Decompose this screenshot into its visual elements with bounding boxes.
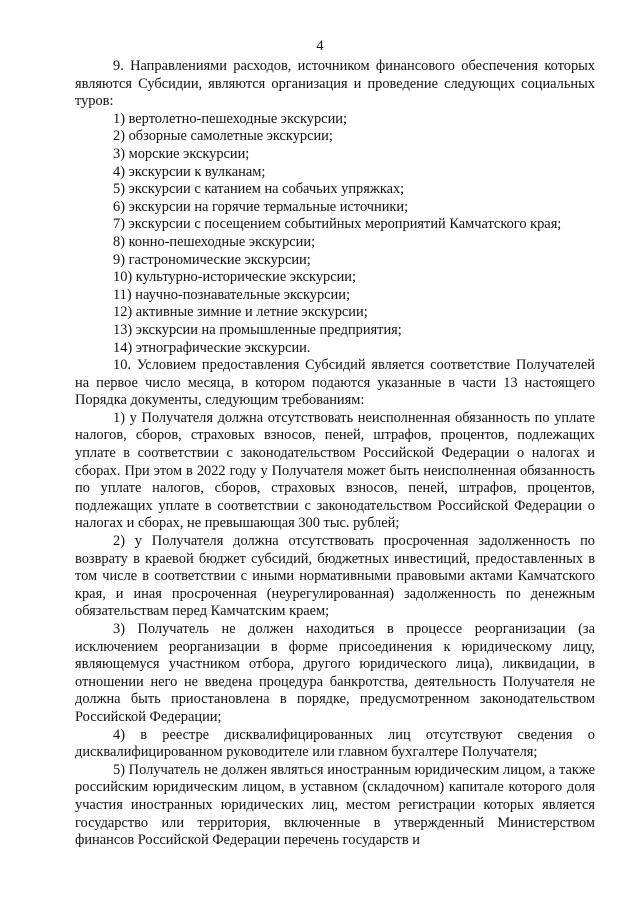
list-item: 9) гастрономические экскурсии;: [113, 251, 311, 268]
list-item: 13) экскурсии на промышленные предприятия;: [113, 321, 402, 338]
list-item: 6) экскурсии на горячие термальные источники;: [113, 198, 409, 215]
list-item: 8) конно-пешеходные экскурсии;: [113, 233, 316, 250]
list-item: 14) этнографические экскурсии.: [113, 339, 311, 356]
list-item: 1) вертолетно-пешеходные экскурсии;: [113, 110, 347, 127]
list-item: 11) научно-познавательные экскурсии;: [113, 286, 350, 303]
list-item: 4) экскурсии к вулканам;: [113, 163, 266, 180]
document-body: [75, 58, 595, 850]
requirement-1: 1) у Получателя должна отсутствовать неисполненная обязанность по уплате налогов, сборов, страховых взносов, пеней, штрафов, процентов, подлежащих уплате в соответствии с законодательством Российской Федерации о налогах и сборах. При этом в 2022 году у Получателя может быть неисполненная обязанность по уплате налогов, сборов, страховых взносов, пеней, штрафов, процентов, подлежащих уплате в соответствии с законодательством Российской Федерации о налогах и сборах, не превышающая 300 тыс. рублей;: [75, 409, 595, 532]
list-item: 2) обзорные самолетные экскурсии;: [113, 128, 333, 145]
paragraph-9: 9. Направлениями расходов, источником финансового обеспечения которых являются Субсидии, являются организация и проведение следующих социальных туров:: [75, 58, 595, 110]
paragraph-10: 10. Условием предоставления Субсидий является соответствие Получателей на первое число месяца, в котором подаются указанные в части 13 настоящего Порядка документы, следующим требованиям:: [75, 357, 595, 409]
list-item: 10) культурно-исторические экскурсии;: [113, 269, 356, 286]
tour-list: [75, 111, 595, 357]
requirement-5: 5) Получатель не должен являться иностранным юридическим лицом, а также российским юридическим лицом, в уставном (складочном) капитале которого доля участия иностранных юридических лиц, местом регистрации которых является государство или территория, включенные в утвержденный Министерством финансов Российской Федерации перечень государств и: [75, 761, 595, 849]
list-item: 3) морские экскурсии;: [113, 145, 250, 162]
list-item: 5) экскурсии с катанием на собачьих упряжках;: [113, 181, 405, 198]
list-item: 7) экскурсии с посещением событийных мероприятий Камчатского края;: [113, 216, 562, 233]
page-number: 4: [316, 38, 324, 54]
requirement-2: 2) у Получателя должна отсутствовать просроченная задолженность по возврату в краевой бюджет субсидий, бюджетных инвестиций, предоставленных в том числе в соответствии с иными нормативными правовыми актами Камчатского края, и иная просроченная (неурегулированная) задолженность по денежным обязательствам перед Камчатским краем;: [75, 533, 595, 620]
list-item: 12) активные зимние и летние экскурсии;: [113, 304, 368, 321]
requirement-4: 4) в реестре дисквалифицированных лиц отсутствуют сведения о дисквалифицированном руководителе или главном бухгалтере Получателя;: [75, 726, 595, 761]
requirement-3: 3) Получатель не должен находиться в процессе реорганизации (за исключением реорганизации в форме присоединения к юридическому лицу, являющемуся участником отбора, другого юридического лица), ликвидации, в отношении него не введена процедура банкротства, деятельность Получателя не должна быть приостановлена в порядке, предусмотренном законодательством Российской Федерации;: [75, 621, 595, 725]
